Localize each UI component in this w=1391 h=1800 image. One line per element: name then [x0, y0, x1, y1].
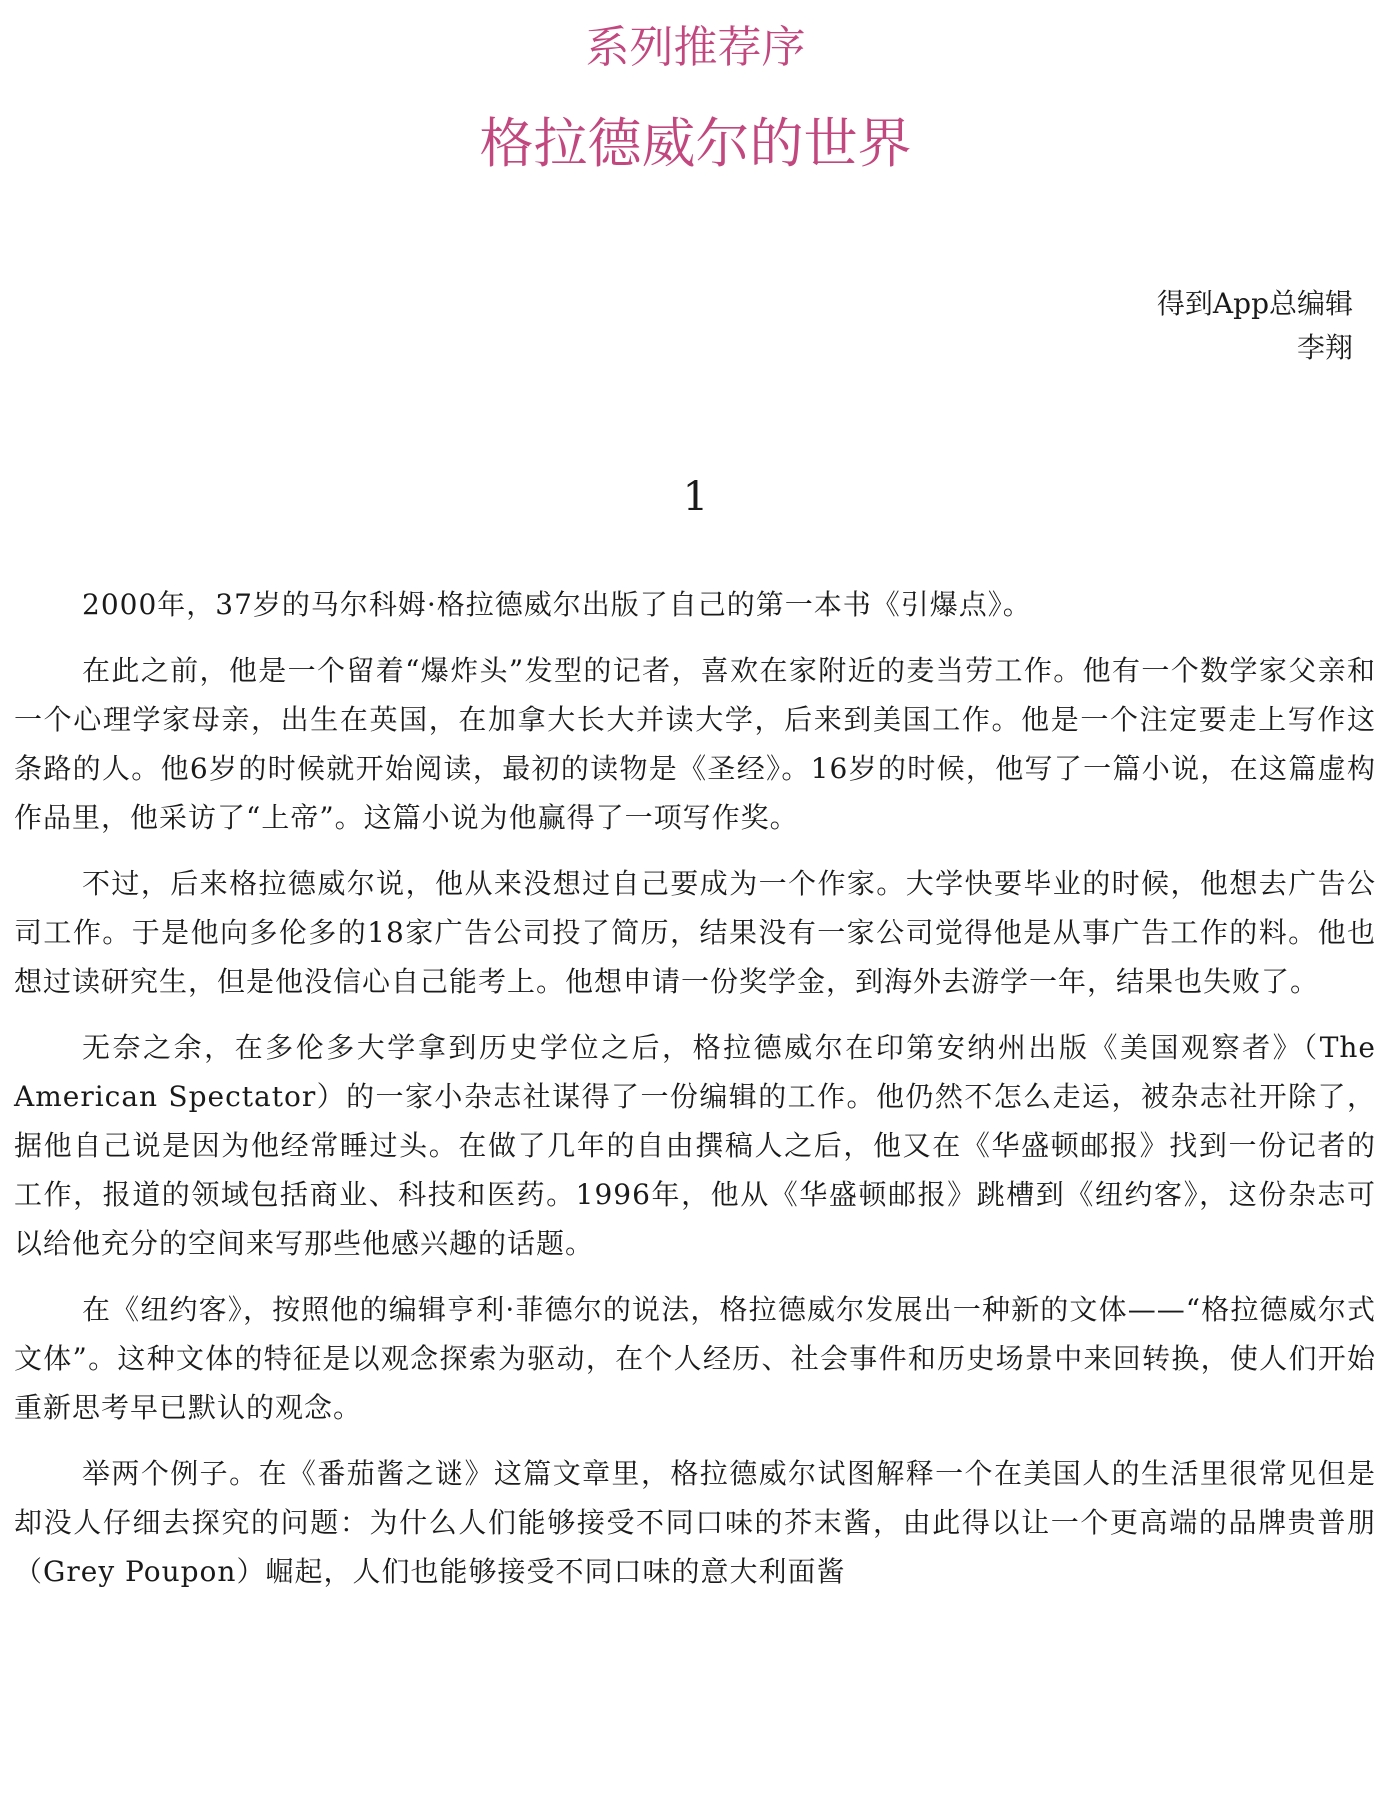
byline: [1157, 282, 1353, 370]
paragraph: 无奈之余，在多伦多大学拿到历史学位之后，格拉德威尔在印第安纳州出版《美国观察者》（The American Spectator）的一家小杂志社谋得了一份编辑的工作。他仍然不怎么走运，被杂志社开除了，据他自己说是因为他经常睡过头。在做了几年的自由撰稿人之后，他又在《华盛顿邮报》找到一份记者的工作，报道的领域包括商业、科技和医药。1996年，他从《华盛顿邮报》跳槽到《纽约客》，这份杂志可以给他充分的空间来写那些他感兴趣的话题。: [14, 1031, 1376, 1260]
body-text: [14, 580, 1376, 1613]
paragraph: 在此之前，他是一个留着“爆炸头”发型的记者，喜欢在家附近的麦当劳工作。他有一个数学家父亲和一个心理学家母亲，出生在英国，在加拿大长大并读大学，后来到美国工作。他是一个注定要走上写作这条路的人。他6岁的时候就开始阅读，最初的读物是《圣经》。16岁的时候，他写了一篇小说，在这篇虚构作品里，他采访了“上帝”。这篇小说为他赢得了一项写作奖。: [14, 654, 1376, 834]
section-number: 1: [682, 474, 709, 520]
series-label: 系列推荐序: [585, 22, 806, 73]
byline-role: 得到App总编辑: [1156, 287, 1353, 320]
paragraph: 举两个例子。在《番茄酱之谜》这篇文章里，格拉德威尔试图解释一个在美国人的生活里很常见但是却没人仔细去探究的问题：为什么人们能够接受不同口味的芥末酱，由此得以让一个更高端的品牌贵普朋（Grey Poupon）崛起，人们也能够接受不同口味的意大利面酱: [14, 1457, 1376, 1588]
paragraph: 不过，后来格拉德威尔说，他从来没想过自己要成为一个作家。大学快要毕业的时候，他想去广告公司工作。于是他向多伦多的18家广告公司投了简历，结果没有一家公司觉得他是从事广告工作的料。他也想过读研究生，但是他没信心自己能考上。他想申请一份奖学金，到海外去游学一年，结果也失败了。: [14, 867, 1376, 998]
byline-name: 李翔: [1296, 331, 1353, 364]
paragraph: 2000年，37岁的马尔科姆·格拉德威尔出版了自己的第一本书《引爆点》。: [82, 588, 1032, 621]
paragraph: 在《纽约客》，按照他的编辑亨利·菲德尔的说法，格拉德威尔发展出一种新的文体——“格拉德威尔式文体”。这种文体的特征是以观念探索为驱动，在个人经历、社会事件和历史场景中来回转换，使人们开始重新思考早已默认的观念。: [14, 1293, 1376, 1424]
page-title: 格拉德威尔的世界: [479, 112, 912, 175]
